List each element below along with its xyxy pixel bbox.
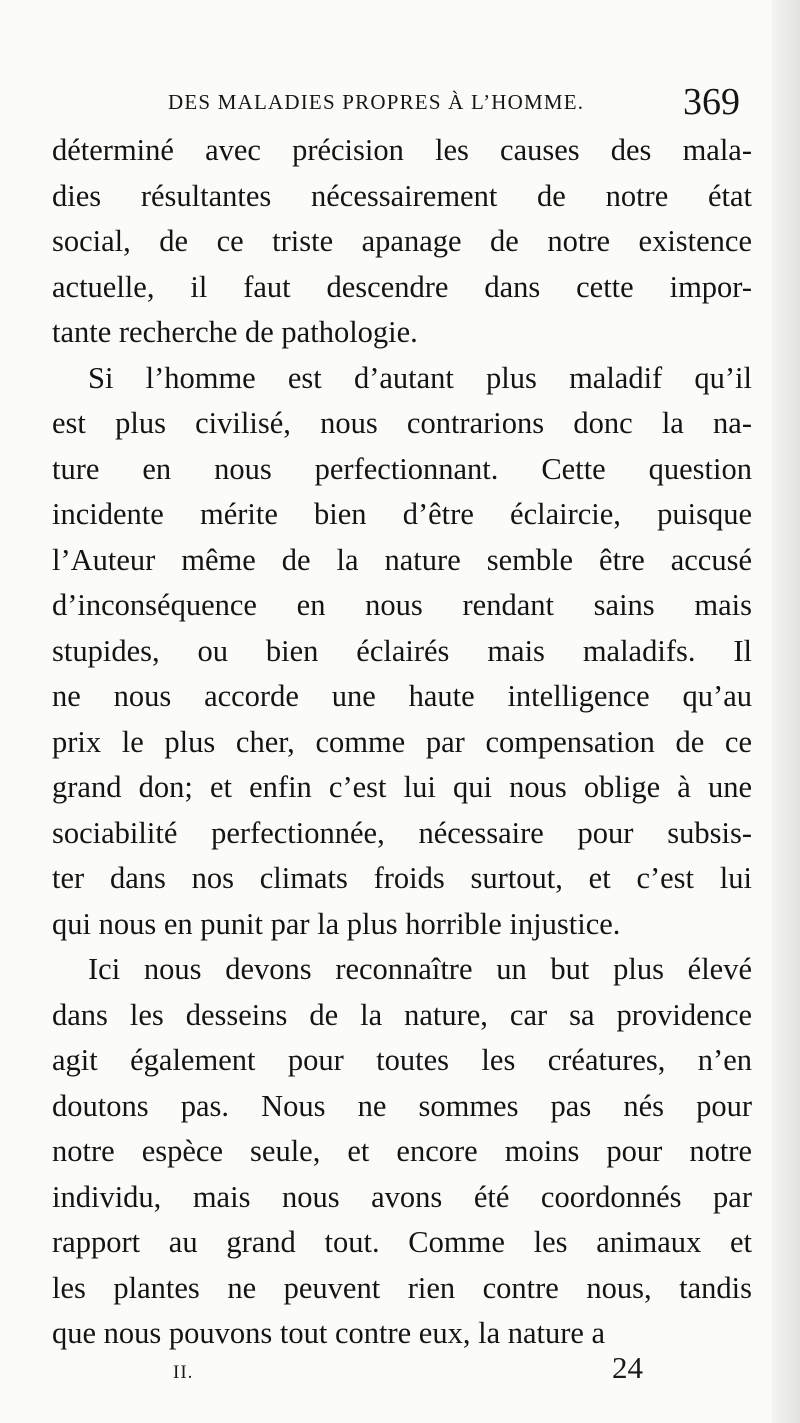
text-line: individu, mais nous avons été coordonnés par [52, 1179, 752, 1214]
text-line: les plantes ne peuvent rien contre nous, tandis [52, 1270, 752, 1305]
text-line: prix le plus cher, comme par compensation de ce [52, 724, 752, 759]
page-header [168, 81, 768, 124]
paragraph [52, 356, 752, 948]
page-footer [0, 1350, 800, 1390]
text-line: qui nous en punit par la plus horrible injustice. [52, 906, 621, 941]
text-line: dies résultantes nécessairement de notre état [52, 178, 752, 213]
text-line: Ici nous devons reconnaître un but plus élevé [88, 952, 752, 986]
text-line: ture en nous perfectionnant. Cette question [52, 451, 752, 486]
text-line: déterminé avec précision les causes des mala- [52, 133, 752, 167]
text-line: agit également pour toutes les créatures, n’en [52, 1043, 752, 1077]
text-line: dans les desseins de la nature, car sa providence [52, 997, 752, 1032]
text-line: l’Auteur même de la nature semble être accusé [52, 542, 752, 577]
page-number: 369 [683, 81, 740, 123]
text-line: que nous pouvons tout contre eux, la nature a [52, 1316, 606, 1350]
paragraph [52, 128, 752, 356]
text-line: sociabilité perfectionnée, nécessaire pour subsis- [52, 815, 752, 850]
text-line: rapport au grand tout. Comme les animaux et [52, 1225, 752, 1259]
text-line: grand don; et enfin c’est lui qui nous oblige à une [52, 770, 752, 804]
text-line: incidente mérite bien d’être éclaircie, puisque [52, 497, 752, 531]
text-line: stupides, ou bien éclairés mais maladifs. Il [52, 633, 752, 668]
text-line: ne nous accorde une haute intelligence qu’au [52, 679, 752, 713]
text-line: actuelle, il faut descendre dans cette impor- [52, 269, 752, 304]
text-line: ter dans nos climats froids surtout, et c’est lui [52, 861, 752, 895]
text-line: tante recherche de pathologie. [52, 315, 418, 349]
signature-mark: II. [173, 1362, 194, 1383]
paragraph [52, 947, 752, 1357]
page-edge-shadow [772, 0, 800, 1423]
body-text [52, 128, 752, 1357]
text-line: Si l’homme est d’autant plus maladif qu’il [88, 360, 752, 395]
text-line: notre espèce seule, et encore moins pour notre [52, 1134, 752, 1168]
text-line: social, de ce triste apanage de notre existence [52, 224, 752, 258]
text-line: doutons pas. Nous ne sommes pas nés pour [52, 1088, 752, 1123]
sheet-number: 24 [612, 1350, 643, 1385]
text-line: d’inconséquence en nous rendant sains mais [52, 588, 752, 622]
text-line: est plus civilisé, nous contrarions donc la na- [52, 406, 752, 440]
running-title: DES MALADIES PROPRES À L’HOMME. [168, 90, 585, 114]
